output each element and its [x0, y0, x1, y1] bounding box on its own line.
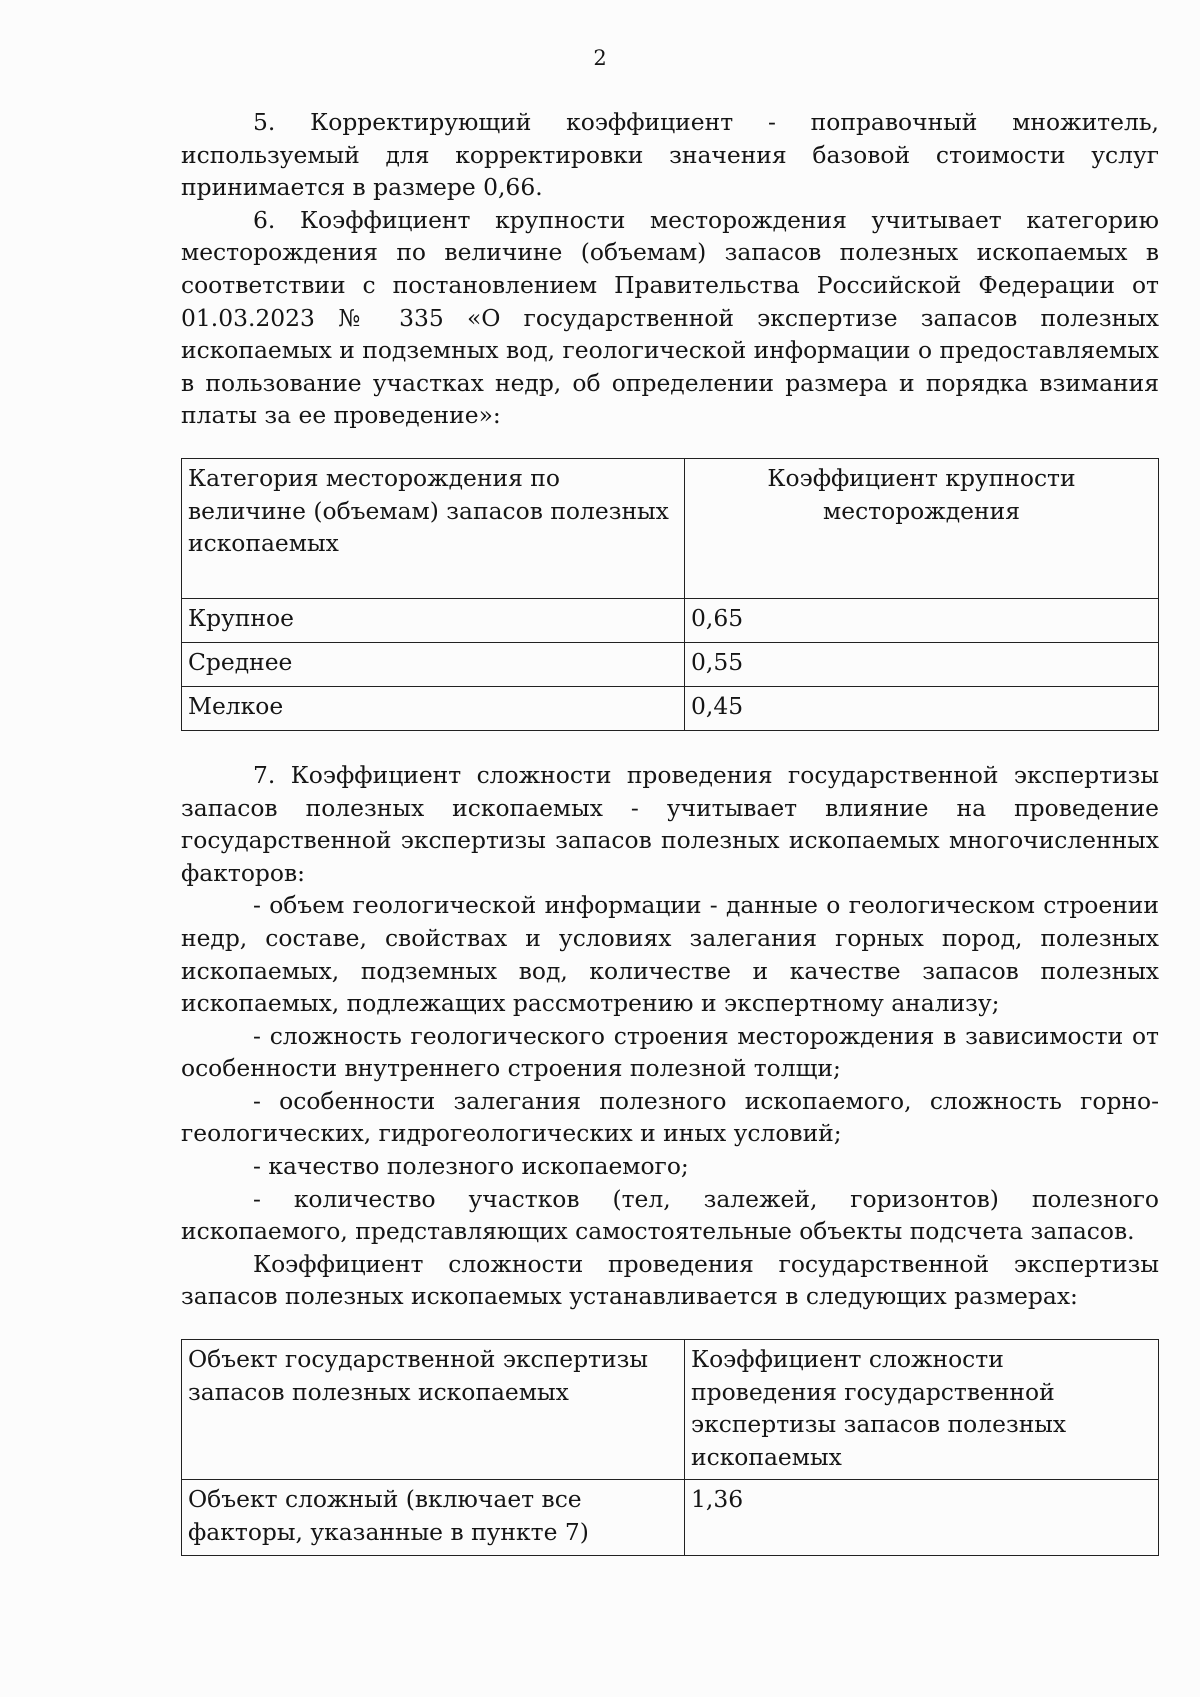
table-cell: 0,45 [685, 686, 1159, 730]
paragraph-coefficient: Коэффициент сложности проведения государственной экспертизы запасов полезных ископаемых устанавливается в следующих размерах: [181, 1249, 1159, 1311]
paragraph-7: 7. Коэффициент сложности проведения государственной экспертизы запасов полезных ископаемых - учитывает влияние на проведение государственной экспертизы запасов полезных ископаемых многочисленных факторов: [181, 760, 1159, 887]
table-cell: Крупное [182, 598, 685, 642]
table-header-cell: Коэффициент сложности проведения государственной экспертизы запасов полезных ископаемых [685, 1340, 1159, 1480]
list-item: - сложность геологического строения месторождения в зависимости от особенности внутреннего строения полезной толщи; [181, 1021, 1159, 1083]
table-header-cell: Коэффициент крупности месторождения [685, 458, 1159, 598]
list-item: - количество участков (тел, залежей, горизонтов) полезного ископаемого, представляющих самостоятельные объекты подсчета запасов. [181, 1184, 1159, 1246]
table-complexity [181, 1339, 1159, 1556]
table-row [182, 1480, 1159, 1556]
table-deposit-size [181, 458, 1159, 731]
table-header-row [182, 458, 1159, 598]
table-header-cell: Объект государственной экспертизы запасов полезных ископаемых [182, 1340, 685, 1480]
table-row [182, 598, 1159, 642]
list-item: - объем геологической информации - данные о геологическом строении недр, составе, свойствах и условиях залегания горных пород, полезных ископаемых, подземных вод, количестве и качестве запасов полезных ископаемых, подлежащих рассмотрению и экспертному анализу; [181, 891, 1159, 1018]
table-cell: 0,55 [685, 642, 1159, 686]
document-body [181, 106, 1159, 1556]
table-header-row [182, 1340, 1159, 1480]
table-cell: 1,36 [685, 1480, 1159, 1556]
paragraph-5: 5. Корректирующий коэффициент - поправочный множитель, используемый для корректировки значения базовой стоимости услуг принимается в размере 0,66. [181, 108, 1159, 202]
page-number: 2 [593, 46, 607, 70]
paragraph-6: 6. Коэффициент крупности месторождения учитывает категорию месторождения по величине (объемам) запасов полезных ископаемых в соответствии с постановлением Правительства Российской Федерации от 01.03.2023 № 335 «О государственной экспертизе запасов полезных ископаемых и подземных вод, геологической информации о предоставляемых в пользование участках недр, об определении размера и порядка взимания платы за ее проведение»: [181, 205, 1159, 430]
table-cell: Мелкое [182, 686, 685, 730]
table-row [182, 642, 1159, 686]
list-item: - качество полезного ископаемого; [253, 1152, 689, 1181]
table-header-cell: Категория месторождения по величине (объемам) запасов полезных ископаемых [182, 458, 685, 598]
table-cell: Объект сложный (включает все факторы, указанные в пункте 7) [182, 1480, 685, 1556]
table-row [182, 686, 1159, 730]
table-cell: 0,65 [685, 598, 1159, 642]
table-cell: Среднее [182, 642, 685, 686]
list-item: - особенности залегания полезного ископаемого, сложность горно-геологических, гидрогеологических и иных условий; [181, 1086, 1159, 1148]
